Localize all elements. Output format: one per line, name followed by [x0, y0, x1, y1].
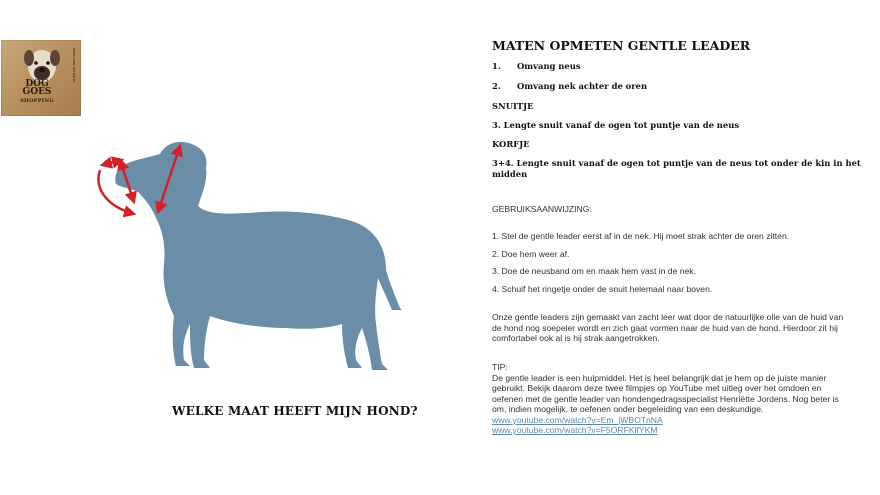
measurement-section — [492, 38, 862, 180]
measure-item — [492, 81, 862, 92]
tip-section — [492, 362, 854, 436]
instruction-step: 4. Schuif het ringetje onder de snuit helemaal naar boven. — [492, 283, 713, 294]
figure-caption: WELKE MAAT HEEFT MIJN HOND? — [172, 404, 418, 418]
youtube-link-1[interactable]: www.youtube.com/watch?v=Em_jWBOTnNA — [492, 414, 663, 425]
brand-name — [15, 80, 59, 105]
brand-side-text: Alles voor uw hond — [72, 48, 77, 82]
snuitje-heading: SNUITJE — [492, 101, 534, 111]
measure-item-label: Omvang neus — [517, 61, 581, 71]
brand-line-3: SHOPPING — [20, 98, 54, 104]
brand-line-2: GOES — [22, 87, 52, 97]
measure-item-number: 1. — [492, 61, 501, 71]
brand-logo[interactable] — [1, 40, 81, 116]
measure-item-label: Omvang nek achter de oren — [517, 81, 648, 91]
tip-text: De gentle leader is een hulpmiddel. Het is heel belangrijk dat je hem op de juiste manier gebruikt. Bekijk daarom deze twee filmpjes op YouTube met uitleg over het omdoen en oefenen met de gentle leader van hondengedragsspecialist Henriëtte Jordens. Nog beter is om, indien mogelijk, te oefenen onder begeleiding van een deskundige. — [492, 372, 839, 414]
instruction-step: 2. Doe hem weer af. — [492, 248, 570, 259]
material-description: Onze gentle leaders zijn gemaakt van zacht leer wat door de natuurlijke olie van de huid van de hond nog soepeler wordt en zich gaat vormen naar de huid van de hond. Hierdoor zit hij comfortabel ook al is hij strak aangetrokken. — [492, 312, 844, 343]
dog-measurement-figure — [86, 132, 416, 384]
brand-line-1: DOG — [25, 79, 49, 89]
instruction-step: 1. Stel de gentle leader eerst af in de nek. Hij moet strak achter de oren zitten. — [492, 231, 790, 241]
snuitje-text: 3. Lengte snuit vanaf de ogen tot puntje van de neus — [492, 120, 740, 130]
instruction-step: 3. Doe de neusband om en maak hem vast in de nek. — [492, 266, 696, 276]
instructions-heading: GEBRUIKSAANWIJZING: — [492, 204, 592, 214]
youtube-link-2[interactable]: www.youtube.com/watch?v=F5ORFKlfYKM — [492, 425, 658, 435]
dog-silhouette — [115, 142, 402, 370]
measure-item — [492, 61, 862, 72]
instructions-list — [492, 231, 862, 294]
measure-item-number: 2. — [492, 81, 501, 91]
tip-heading: TIP: — [492, 362, 508, 372]
korfje-text: 3+4. Lengte snuit vanaf de ogen tot puntje van de neus tot onder de kin in het midden — [492, 158, 861, 179]
page-title: MATEN OPMETEN GENTLE LEADER — [492, 38, 751, 53]
korfje-heading: KORFJE — [492, 139, 530, 149]
